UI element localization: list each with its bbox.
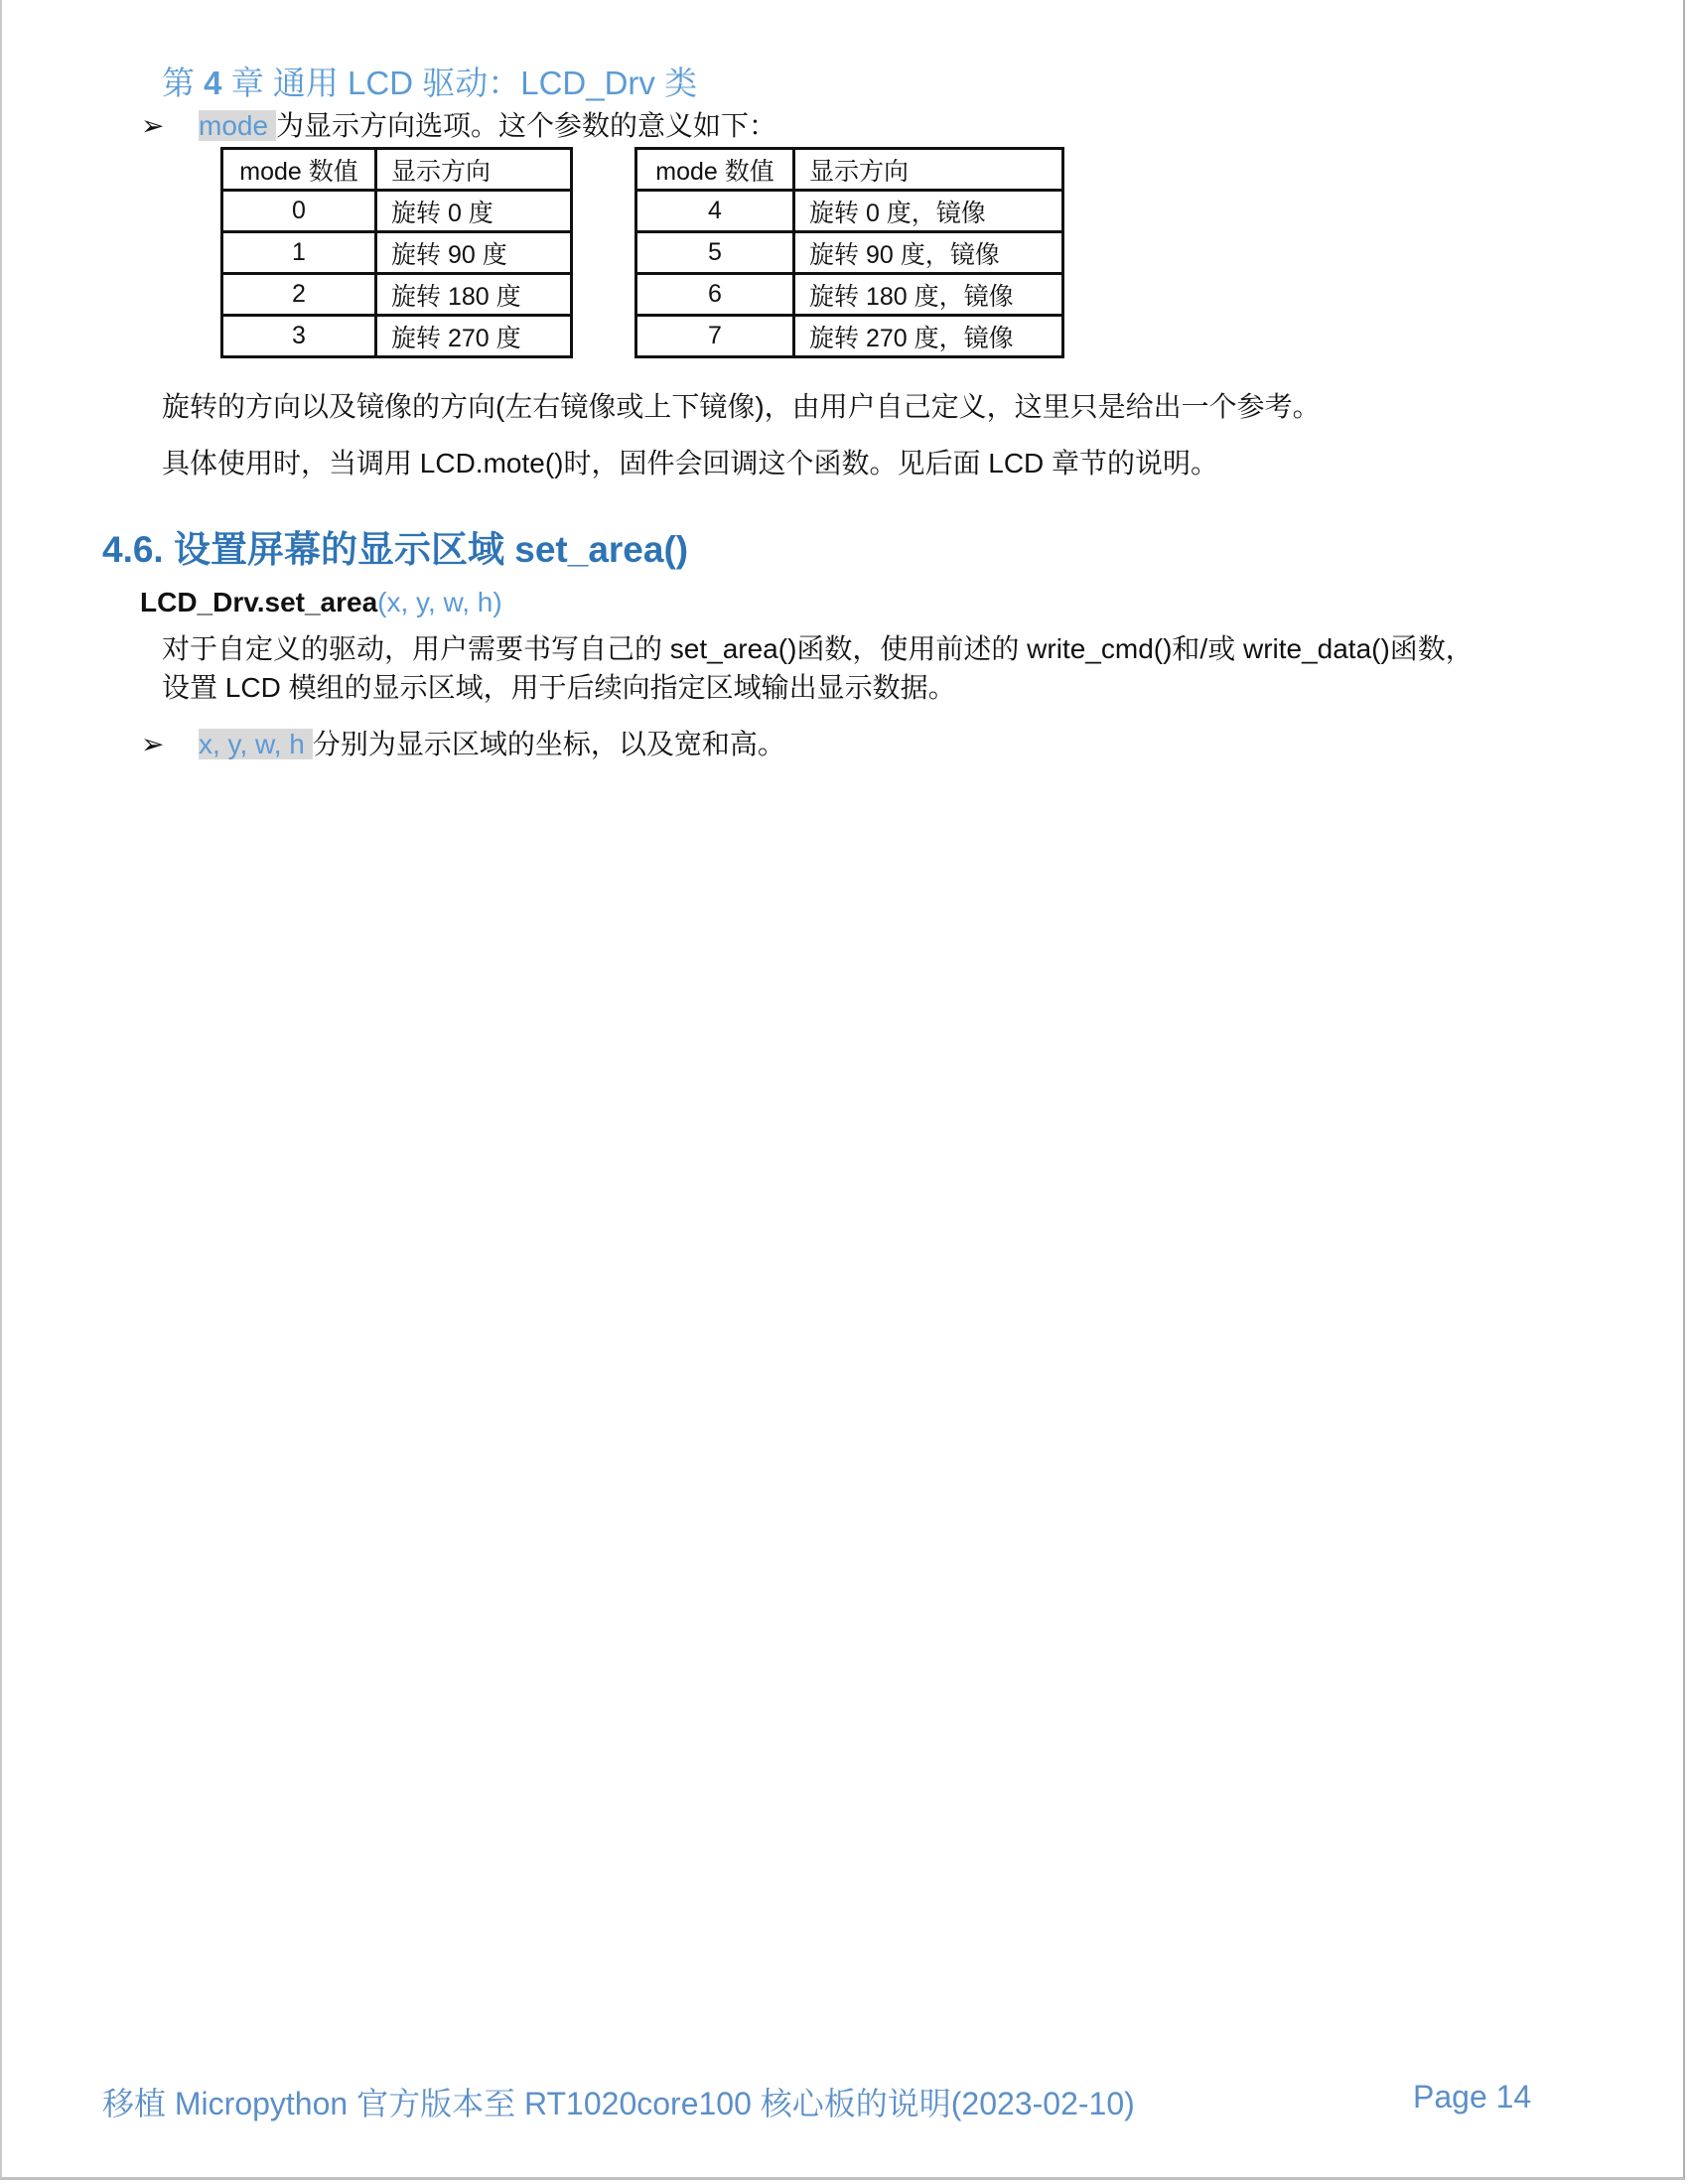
cell: 旋转 180 度 [376, 274, 572, 316]
param-xywh: x, y, w, h [199, 729, 313, 759]
cell: 4 [636, 191, 794, 232]
function-name: LCD_Drv.set_area [140, 587, 378, 617]
table-row [222, 274, 572, 316]
cell: 旋转 180 度，镜像 [794, 274, 1063, 316]
chapter-number: 4 [204, 65, 222, 101]
header-cell: mode 数值 [636, 149, 794, 191]
bullet-arrow-icon: ➢ [141, 110, 165, 141]
paragraph: 对于自定义的驱动，用户需要书写自己的 set_area()函数，使用前述的 write_cmd()和/或 write_data()函数， [162, 633, 1474, 664]
table-row [222, 191, 572, 232]
cell: 1 [222, 232, 376, 274]
table-row [222, 232, 572, 274]
page-number: Page 14 [1413, 2079, 1532, 2115]
chapter-prefix: 第 [162, 65, 195, 101]
table-row [222, 316, 572, 357]
mode-table-1 [220, 147, 573, 358]
mode-table-2 [634, 147, 1064, 358]
table-row [636, 316, 1063, 357]
bullet-mode [199, 109, 776, 143]
header-cell: 显示方向 [794, 149, 1063, 191]
table-row [636, 232, 1063, 274]
cell: 6 [636, 274, 794, 316]
cell: 0 [222, 191, 376, 232]
function-args: (x, y, w, h) [377, 587, 502, 617]
bullet-text: 为显示方向选项。这个参数的意义如下： [276, 110, 777, 141]
paragraph: 旋转的方向以及镜像的方向(左右镜像或上下镜像)，由用户自己定义，这里只是给出一个参考。 [162, 391, 1321, 422]
table-row [636, 191, 1063, 232]
table-header-row [636, 149, 1063, 191]
cell: 2 [222, 274, 376, 316]
cell: 旋转 0 度，镜像 [794, 191, 1063, 232]
cell: 旋转 90 度，镜像 [794, 232, 1063, 274]
paragraph: 具体使用时，当调用 LCD.mote()时，固件会回调这个函数。见后面 LCD 章节的说明。 [162, 448, 1219, 478]
section-heading: 4.6. 设置屏幕的显示区域 set_area() [102, 529, 689, 570]
bullet-params [199, 728, 785, 761]
bullet-arrow-icon: ➢ [141, 729, 165, 759]
paragraph: 设置 LCD 模组的显示区域，用于后续向指定区域输出显示数据。 [162, 672, 956, 703]
param-mode: mode [199, 110, 276, 141]
header-cell: 显示方向 [376, 149, 572, 191]
bullet-text: 分别为显示区域的坐标，以及宽和高。 [312, 729, 785, 759]
header-cell: mode 数值 [222, 149, 376, 191]
function-signature [140, 587, 502, 618]
cell: 7 [636, 316, 794, 357]
footer-title: 移植 Micropython 官方版本至 RT1020core100 核心板的说明(2023-02-10) [102, 2086, 1135, 2121]
chapter-title: 通用 LCD 驱动：LCD_Drv 类 [272, 65, 698, 101]
cell: 旋转 90 度 [376, 232, 572, 274]
cell: 旋转 270 度 [376, 316, 572, 357]
table-row [636, 274, 1063, 316]
cell: 5 [636, 232, 794, 274]
chapter-header [162, 58, 697, 104]
chapter-suffix: 章 [230, 65, 264, 101]
table-header-row [222, 149, 572, 191]
cell: 旋转 0 度 [376, 191, 572, 232]
cell: 3 [222, 316, 376, 357]
cell: 旋转 270 度，镜像 [794, 316, 1063, 357]
